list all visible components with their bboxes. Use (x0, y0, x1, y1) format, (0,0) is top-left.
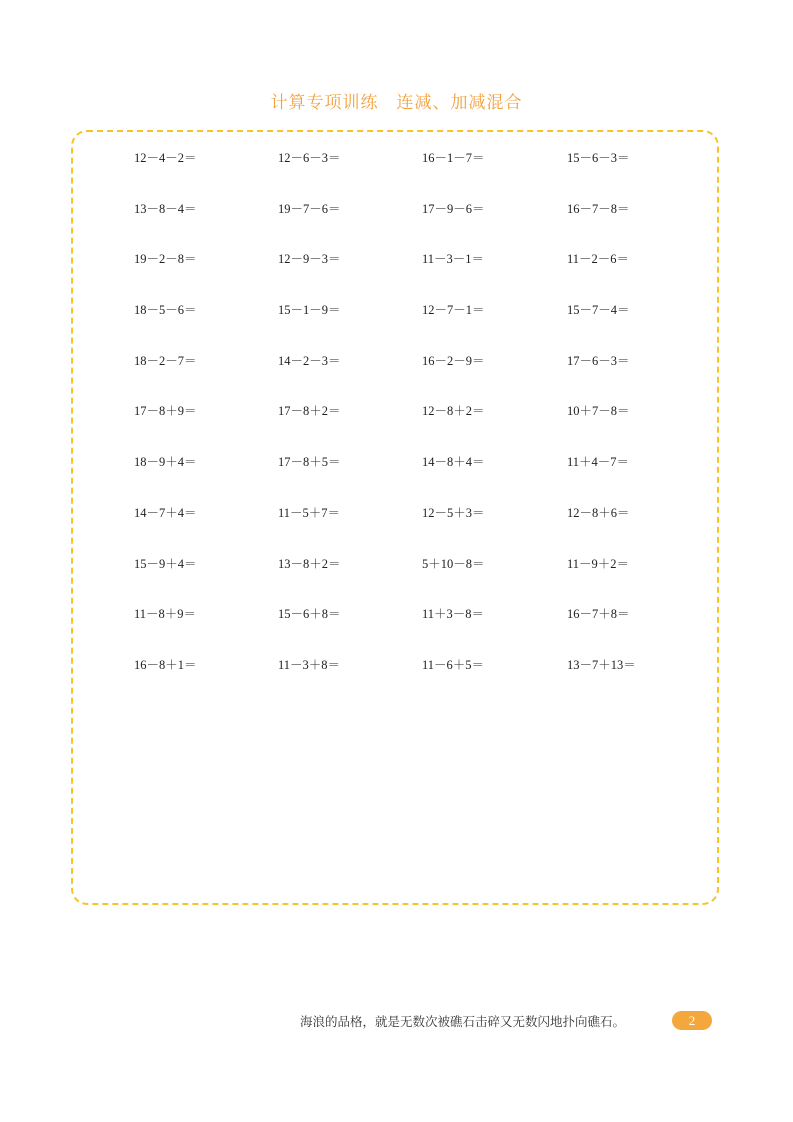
problem-item: 12－6－3＝ (278, 151, 341, 165)
problem-item: 17－6－3＝ (567, 353, 630, 368)
problem-item: 12－9－3＝ (278, 252, 341, 267)
problem-item: 17－8＋2＝ (278, 404, 341, 419)
problem-item: 11＋4－7＝ (567, 455, 630, 470)
problem-item: 11－8＋9＝ (134, 607, 197, 622)
problem-item: 10＋7－8＝ (567, 404, 630, 419)
page-title: 计算专项训练 连减、加减混合 (270, 93, 523, 113)
problem-item: 15－9＋4＝ (134, 556, 197, 571)
problem-item: 11－2－6＝ (567, 252, 630, 267)
problem-item: 17－8＋5＝ (278, 455, 341, 470)
problem-item: 17－9－6＝ (422, 201, 485, 216)
problem-item: 16－7＋8＝ (567, 607, 630, 622)
problem-item: 11＋3－8＝ (422, 607, 485, 622)
problem-item: 13－8－4＝ (134, 201, 197, 216)
problem-item: 19－2－8＝ (134, 252, 197, 267)
problem-item: 14－7＋4＝ (134, 505, 197, 520)
problem-item: 12－8＋2＝ (422, 404, 485, 419)
problem-item: 11－9＋2＝ (567, 556, 630, 571)
problem-item: 16－1－7＝ (422, 151, 485, 165)
problem-item: 5＋10－8＝ (422, 556, 485, 571)
problem-item: 11－3＋8＝ (278, 657, 341, 672)
footer-quote: 海浪的品格，就是无数次被礁石击碎又无数闪地扑向礁石。 (300, 1014, 626, 1029)
problem-item: 16－2－9＝ (422, 353, 485, 368)
page-number-badge: 2 (672, 1011, 712, 1030)
problem-item: 11－6＋5＝ (422, 657, 485, 672)
problem-item: 18－9＋4＝ (134, 455, 197, 470)
problem-item: 13－7＋13＝ (567, 657, 636, 672)
problem-item: 12－7－1＝ (422, 303, 485, 318)
problem-item: 18－5－6＝ (134, 303, 197, 318)
problem-item: 15－1－9＝ (278, 303, 341, 318)
problem-item: 11－5＋7＝ (278, 505, 341, 520)
problem-item: 12－5＋3＝ (422, 505, 485, 520)
problem-item: 18－2－7＝ (134, 353, 197, 368)
problem-item: 15－6－3＝ (567, 151, 630, 165)
problem-item: 11－3－1＝ (422, 252, 485, 267)
problem-item: 19－7－6＝ (278, 201, 341, 216)
problem-item: 15－7－4＝ (567, 303, 630, 318)
problem-item: 12－4－2＝ (134, 151, 197, 165)
problem-item: 14－8＋4＝ (422, 455, 485, 470)
problem-grid (134, 148, 707, 706)
problem-item: 16－7－8＝ (567, 201, 630, 216)
problem-item: 16－8＋1＝ (134, 657, 197, 672)
problem-item: 12－8＋6＝ (567, 505, 630, 520)
problem-item: 17－8＋9＝ (134, 404, 197, 419)
problem-item: 15－6＋8＝ (278, 607, 341, 622)
problem-item: 14－2－3＝ (278, 353, 341, 368)
problem-item: 13－8＋2＝ (278, 556, 341, 571)
